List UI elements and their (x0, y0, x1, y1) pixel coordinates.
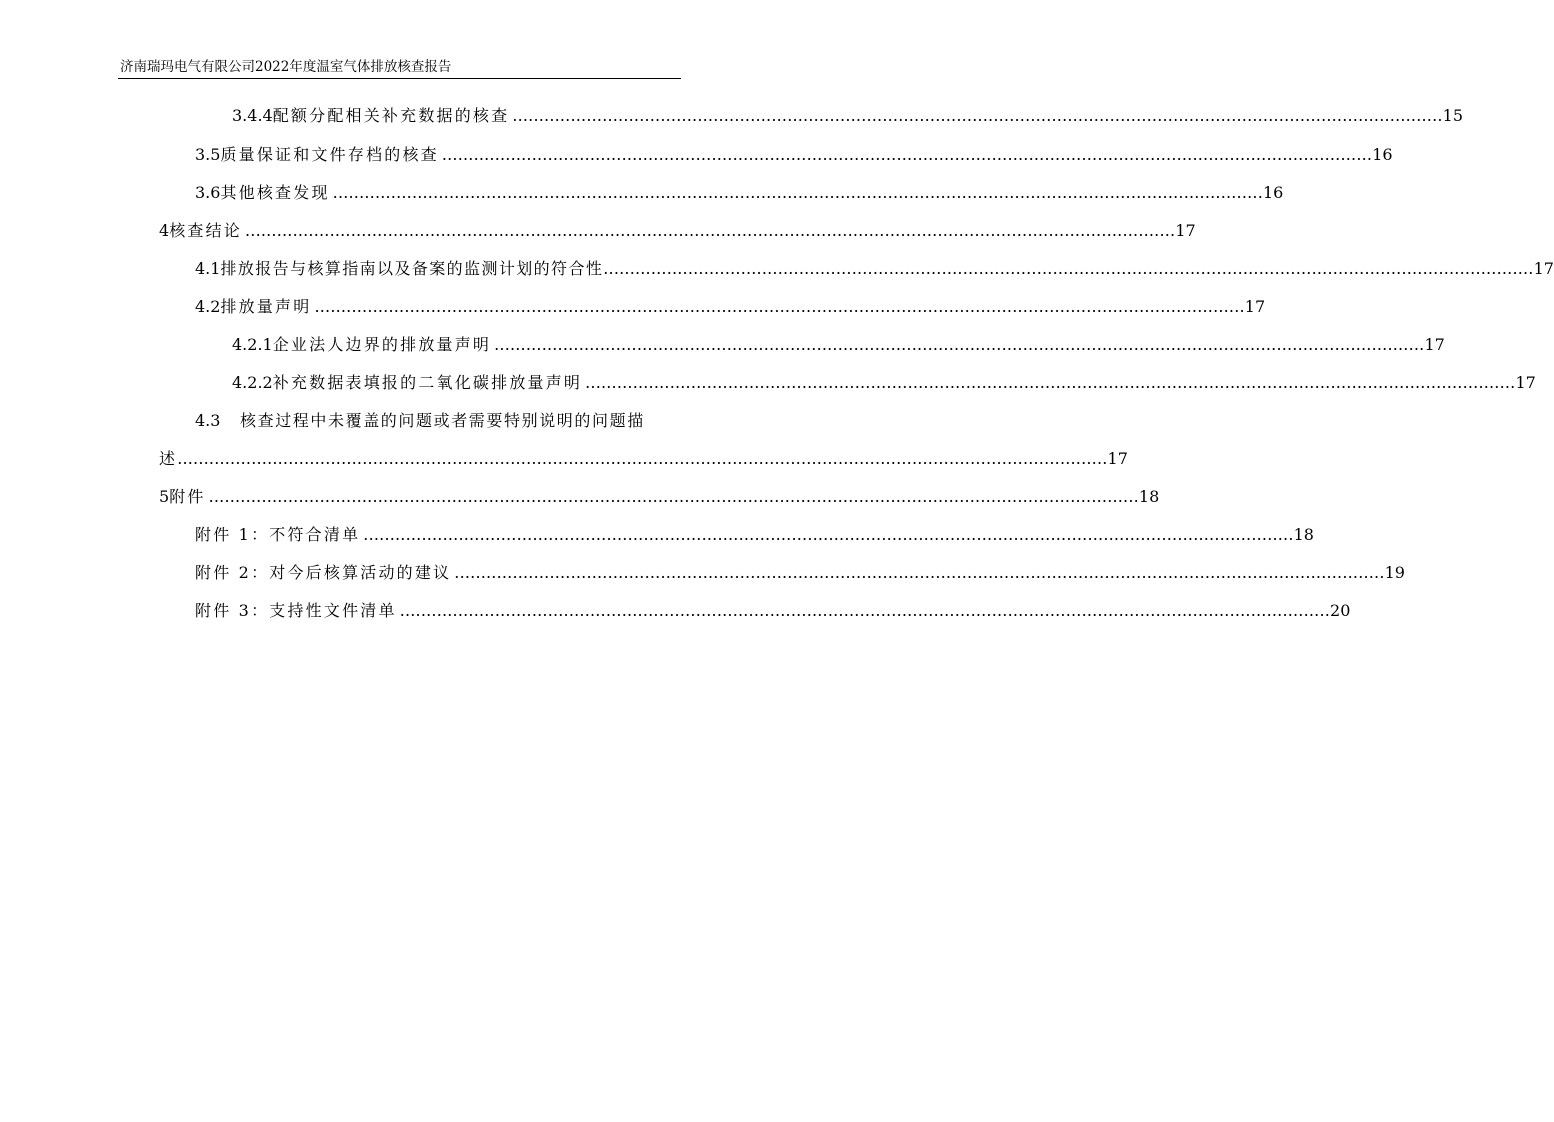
toc-entry-title: 核查过程中未覆盖的问题或者需要特别说明的问题描 (240, 411, 645, 430)
toc-entry-number: 附件 2： (195, 563, 270, 582)
toc-entry-number: 4 (159, 221, 170, 240)
toc-entry-title: 排放量声明 (220, 297, 312, 316)
toc-leader-dots: ................................................................................................................................................................................ (512, 106, 1443, 125)
toc-leader-dots: ................................................................................................................................................................................ (245, 221, 1176, 240)
toc-entry-page: 17 (1515, 373, 1536, 392)
toc-entry-title: 补充数据表填报的二氧化碳排放量声明 (272, 373, 583, 392)
toc-entry-number: 4.2 (195, 297, 221, 316)
toc-entry[interactable] (195, 522, 1314, 546)
toc-leader-dots: ................................................................................................................................................................................ (603, 259, 1534, 278)
toc-entry[interactable] (232, 332, 1445, 356)
toc-entry[interactable] (159, 218, 1196, 242)
toc-entry-continuation[interactable] (159, 446, 1128, 470)
toc-leader-dots: ................................................................................................................................................................................ (441, 145, 1373, 164)
toc-entry-page: 20 (1330, 601, 1351, 620)
toc-entry-title: 排放报告与核算指南以及备案的监测计划的符合性 (220, 259, 604, 278)
toc-entry-title: 对今后核算活动的建议 (269, 563, 452, 582)
toc-entry-number: 4.3 (195, 411, 221, 430)
toc-entry-page: 16 (1372, 145, 1393, 164)
toc-entry-page: 17 (1244, 297, 1266, 316)
toc-entry-title: 企业法人边界的排放量声明 (272, 335, 492, 354)
toc-entry-number: 3.5 (195, 145, 221, 164)
toc-entry-title: 质量保证和文件存档的核查 (220, 145, 439, 164)
header-title: 济南瑞玛电气有限公司2022年度温室气体排放核查报告 (120, 59, 452, 75)
toc-leader-dots: ................................................................................................................................................................................ (454, 563, 1385, 582)
toc-entry-page: 17 (1424, 335, 1445, 354)
toc-entry[interactable] (195, 294, 1266, 318)
toc-entry[interactable] (232, 370, 1536, 394)
toc-entry-page: 18 (1293, 525, 1314, 544)
toc-entry-page: 16 (1262, 183, 1284, 202)
toc-entry-page: 19 (1384, 563, 1405, 582)
toc-entry-page: 17 (1107, 449, 1128, 468)
toc-leader-dots: ................................................................................................................................................................................ (208, 487, 1139, 506)
toc-entry-number: 3.6 (195, 183, 221, 202)
toc-entry[interactable] (159, 484, 1160, 508)
toc-entry-title: 附件 (169, 487, 206, 506)
toc-leader-dots: ................................................................................................................................................................................ (585, 373, 1516, 392)
toc-entry-number: 4.2.2 (232, 373, 273, 392)
toc-entry[interactable] (195, 560, 1405, 584)
toc-entry-title: 不符合清单 (269, 525, 361, 544)
toc-leader-dots: ................................................................................................................................................................................ (314, 297, 1245, 316)
toc-entry-page: 18 (1138, 487, 1160, 506)
toc-leader-dots: ................................................................................................................................................................................ (494, 335, 1425, 354)
toc-entry-title: 支持性文件清单 (269, 601, 397, 620)
toc-entry[interactable] (195, 256, 1554, 280)
toc-entry-number: 4.2.1 (232, 335, 273, 354)
toc-leader-dots: ................................................................................................................................................................................ (177, 449, 1108, 468)
toc-entry[interactable] (195, 408, 673, 432)
toc-entry-number: 附件 3： (195, 601, 270, 620)
toc-entry-number: 5 (159, 487, 170, 506)
toc-entry-title-continuation: 述 (159, 449, 178, 468)
toc-entry-title: 其他核查发现 (220, 183, 330, 202)
toc-entry[interactable] (195, 598, 1351, 622)
toc-entry-number: 附件 1： (195, 525, 270, 544)
toc-entry-page: 17 (1175, 221, 1196, 240)
toc-leader-dots: ................................................................................................................................................................................ (399, 601, 1331, 620)
toc-leader-dots: ................................................................................................................................................................................ (332, 183, 1263, 202)
toc-entry-page: 17 (1533, 259, 1554, 278)
toc-entry-number: 3.4.4 (232, 106, 273, 125)
toc-entry-title: 核查结论 (169, 221, 242, 240)
toc-entry[interactable] (195, 142, 1393, 166)
toc-entry-number: 4.1 (195, 259, 221, 278)
toc-leader-dots: ................................................................................................................................................................................ (363, 525, 1294, 544)
toc-entry[interactable] (232, 103, 1464, 127)
toc-entry[interactable] (195, 180, 1284, 204)
toc-entry-page: 15 (1442, 106, 1464, 125)
toc-entry-title: 配额分配相关补充数据的核查 (272, 106, 510, 125)
